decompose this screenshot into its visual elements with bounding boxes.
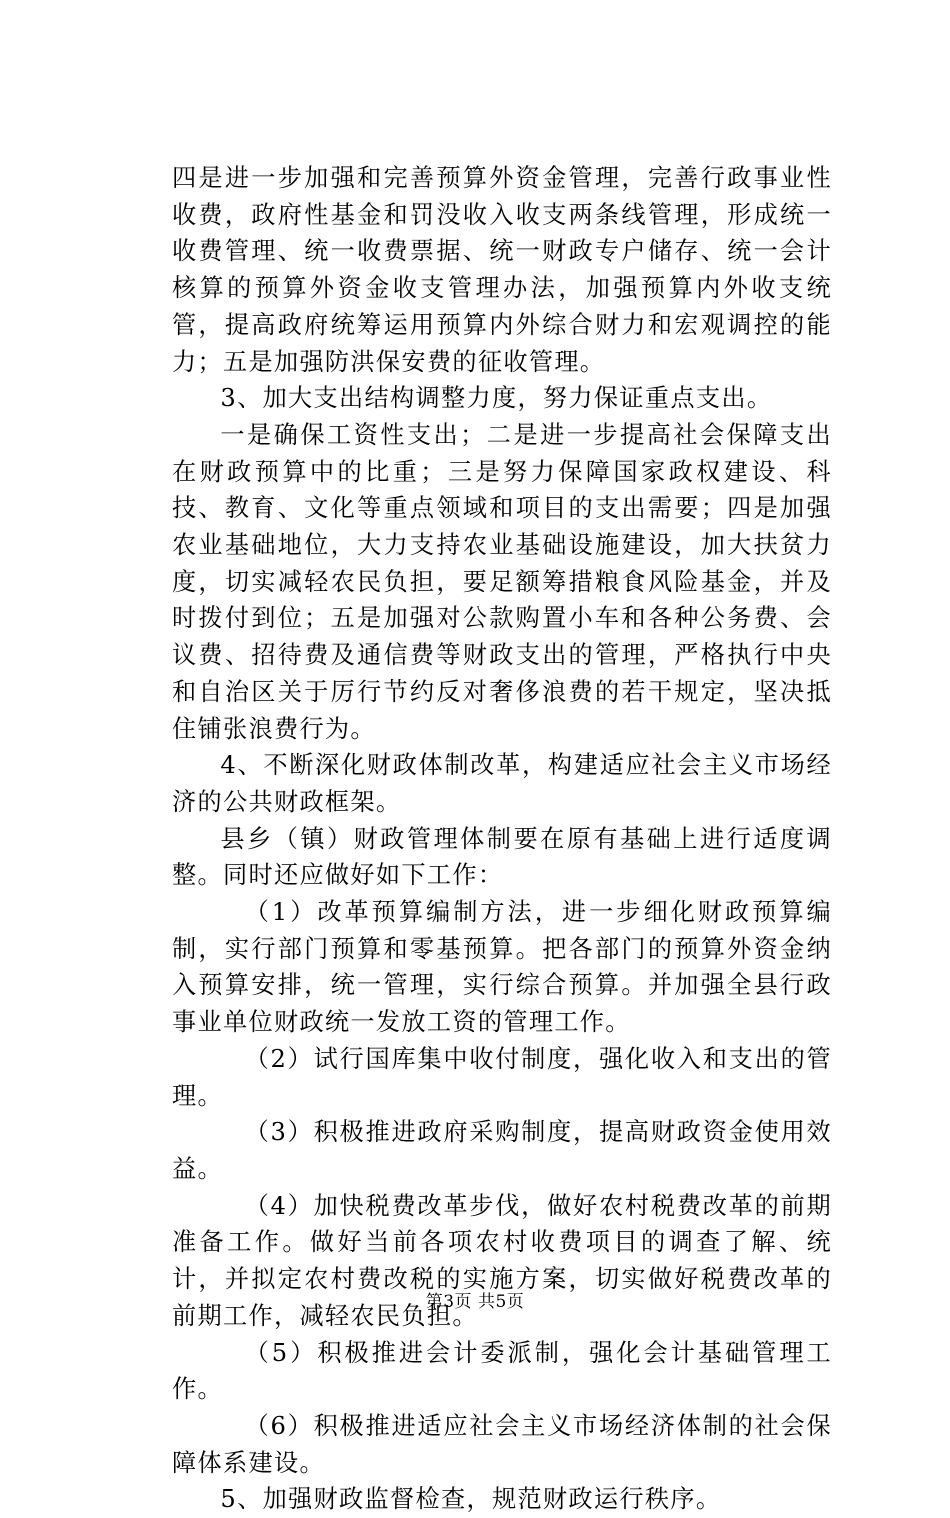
list-item-procurement: （3）积极推进政府采购制度，提高财政资金使用效益。 — [172, 1118, 832, 1183]
paragraph-key-expenditures: 一是确保工资性支出；二是进一步提高社会保障支出在财政预算中的比重；三是努力保障国家政权建设、科技、教育、文化等重点领域和项目的支出需要；四是加强农业基础地位，大力支持农业基础设施建设，加大扶贫力度，切实减轻农民负担，要足额筹措粮食风险基金，并及时拨付到位；五是加强对公款购置小车和各种公务费、会议费、招待费及通信费等财政支出的管理，严格执行中央和自治区关于厉行节约反对奢侈浪费的若干规定，坚决抵住铺张浪费行为。 — [172, 420, 832, 743]
list-item-social-security: （6）积极推进适应社会主义市场经济体制的社会保障体系建设。 — [172, 1411, 832, 1477]
heading-fiscal-reform: 4、不断深化财政体制改革，构建适应社会主义市场经济的公共财政框架。 — [172, 751, 832, 816]
list-item-budget-method: （1）改革预算编制方法，进一步细化财政预算编制，实行部门预算和零基预算。把各部门的预算外资金纳入预算安排，统一管理，实行综合预算。并加强全县行政事业单位财政统一发放工资的管理工作。 — [172, 898, 832, 1037]
heading-supervision: 5、加强财政监督检查，规范财政运行秩序。 — [220, 1485, 722, 1514]
paragraph-county-management: 县乡（镇）财政管理体制要在原有基础上进行适度调整。同时还应做好如下工作： — [172, 824, 832, 890]
list-item-accounting: （5）积极推进会计委派制，强化会计基础管理工作。 — [172, 1338, 832, 1404]
paragraph-budget-outside-funds: 四是进一步加强和完善预算外资金管理，完善行政事业性收费，政府性基金和罚没收入收支两条线管理，形成统一收费管理、统一收费票据、统一财政专户储存、统一会计核算的预算外资金收支管理办法，加强预算内外收支统管，提高政府统筹运用预算内外综合财力和宏观调控的能力；五是加强防洪保安费的征收管理。 — [172, 164, 832, 376]
heading-expenditure-structure: 3、加大支出结构调整力度，努力保证重点支出。 — [220, 384, 773, 413]
page-number-footer: 第3页 共5页 — [425, 1292, 525, 1312]
list-item-treasury: （2）试行国库集中收付制度，强化收入和支出的管理。 — [172, 1044, 832, 1110]
list-item-tax-reform: （4）加快税费改革步伐，做好农村税费改革的前期准备工作。做好当前各项农村收费项目的调查了解、统计，并拟定农村费改税的实施方案，切实做好税费改革的前期工作，减轻农民负担。 — [172, 1191, 832, 1330]
document-body — [172, 160, 832, 1518]
